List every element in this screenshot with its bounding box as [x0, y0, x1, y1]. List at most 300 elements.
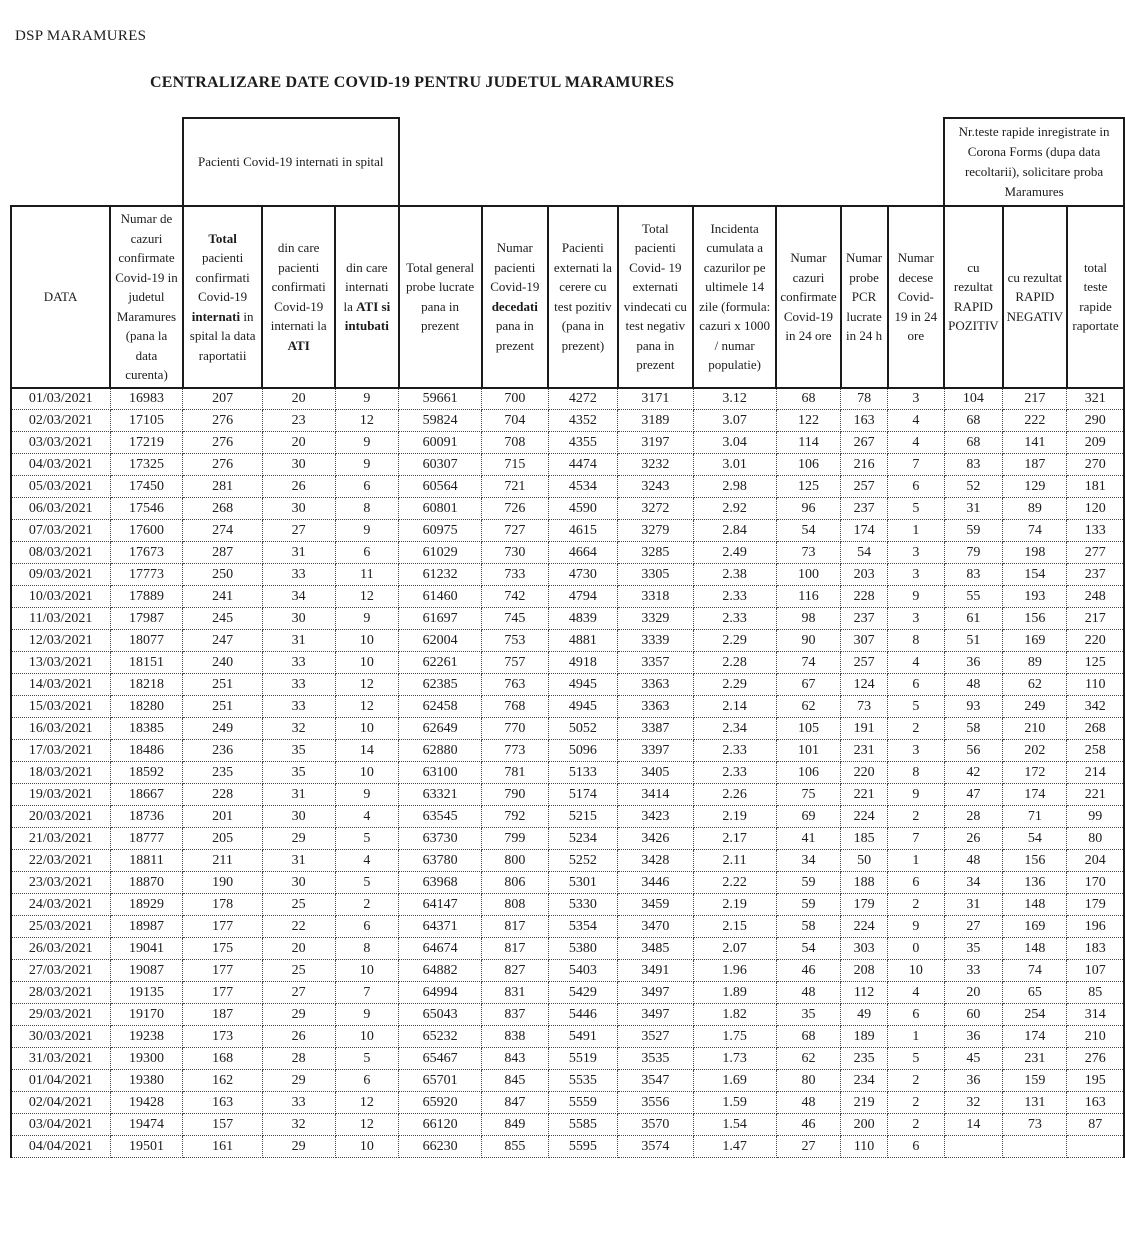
table-cell: 17450 — [110, 476, 183, 498]
table-cell: 29 — [262, 1136, 335, 1158]
table-cell: 22/03/2021 — [11, 850, 110, 872]
table-cell: 268 — [183, 498, 262, 520]
table-cell: 110 — [841, 1136, 888, 1158]
table-cell: 742 — [482, 586, 549, 608]
column-header: cu rezultat RAPID NEGATIV — [1003, 206, 1067, 388]
table-cell: 110 — [1067, 674, 1124, 696]
column-group-header: Nr.teste rapide inregistrate in Corona Forms (dupa data recoltarii), solicitare proba Maramures — [944, 118, 1124, 206]
table-cell: 116 — [776, 586, 840, 608]
table-row — [11, 1026, 1124, 1048]
table-cell: 174 — [841, 520, 888, 542]
table-cell: 6 — [335, 542, 399, 564]
table-cell: 64371 — [399, 916, 482, 938]
table-cell: 276 — [183, 410, 262, 432]
table-cell: 168 — [183, 1048, 262, 1070]
table-cell: 63100 — [399, 762, 482, 784]
table-cell: 5 — [335, 1048, 399, 1070]
table-cell: 74 — [1003, 520, 1067, 542]
table-cell: 64674 — [399, 938, 482, 960]
table-cell: 66120 — [399, 1114, 482, 1136]
table-cell: 268 — [1067, 718, 1124, 740]
table-cell: 2.15 — [693, 916, 776, 938]
table-cell: 210 — [1003, 718, 1067, 740]
table-cell: 5 — [335, 828, 399, 850]
table-cell: 708 — [482, 432, 549, 454]
column-header: Numar cazuri confirmate Covid-19 in 24 ore — [776, 206, 840, 388]
column-header: total teste rapide raportate — [1067, 206, 1124, 388]
table-cell: 3497 — [618, 982, 693, 1004]
table-cell: 257 — [841, 652, 888, 674]
table-cell: 03/04/2021 — [11, 1114, 110, 1136]
table-cell: 3397 — [618, 740, 693, 762]
table-cell: 808 — [482, 894, 549, 916]
table-cell: 20/03/2021 — [11, 806, 110, 828]
table-cell: 18811 — [110, 850, 183, 872]
table-cell: 1.73 — [693, 1048, 776, 1070]
table-cell: 27 — [262, 982, 335, 1004]
table-row — [11, 1048, 1124, 1070]
table-cell: 28 — [944, 806, 1003, 828]
table-cell: 45 — [944, 1048, 1003, 1070]
table-cell: 1.96 — [693, 960, 776, 982]
table-cell: 87 — [1067, 1114, 1124, 1136]
table-cell: 2.29 — [693, 630, 776, 652]
table-cell: 114 — [776, 432, 840, 454]
table-cell: 198 — [1003, 542, 1067, 564]
table-cell: 4 — [335, 850, 399, 872]
table-cell: 231 — [841, 740, 888, 762]
table-cell: 14/03/2021 — [11, 674, 110, 696]
table-cell: 849 — [482, 1114, 549, 1136]
table-cell: 2.92 — [693, 498, 776, 520]
table-cell: 2.28 — [693, 652, 776, 674]
table-cell: 157 — [183, 1114, 262, 1136]
table-cell: 216 — [841, 454, 888, 476]
table-cell: 79 — [944, 542, 1003, 564]
table-cell: 5429 — [548, 982, 618, 1004]
table-cell: 19300 — [110, 1048, 183, 1070]
table-cell: 6 — [888, 476, 945, 498]
table-cell: 3197 — [618, 432, 693, 454]
table-cell: 2.07 — [693, 938, 776, 960]
table-cell: 2.98 — [693, 476, 776, 498]
table-cell: 136 — [1003, 872, 1067, 894]
table-cell: 1 — [888, 1026, 945, 1048]
table-row — [11, 828, 1124, 850]
table-cell: 3485 — [618, 938, 693, 960]
column-header: DATA — [11, 206, 110, 388]
table-cell: 65467 — [399, 1048, 482, 1070]
table-cell: 8 — [888, 762, 945, 784]
table-cell: 80 — [1067, 828, 1124, 850]
table-cell: 29 — [262, 1004, 335, 1026]
table-cell: 18736 — [110, 806, 183, 828]
table-cell: 5595 — [548, 1136, 618, 1158]
table-cell: 3527 — [618, 1026, 693, 1048]
table-cell: 3459 — [618, 894, 693, 916]
table-cell: 187 — [1003, 454, 1067, 476]
table-cell: 183 — [1067, 938, 1124, 960]
table-cell: 4839 — [548, 608, 618, 630]
table-cell: 35 — [776, 1004, 840, 1026]
table-cell: 217 — [1003, 388, 1067, 410]
table-cell: 2.17 — [693, 828, 776, 850]
table-cell: 09/03/2021 — [11, 564, 110, 586]
table-cell: 205 — [183, 828, 262, 850]
table-cell: 208 — [841, 960, 888, 982]
table-row — [11, 608, 1124, 630]
table-cell: 58 — [776, 916, 840, 938]
table-cell: 2.34 — [693, 718, 776, 740]
table-cell: 3363 — [618, 674, 693, 696]
table-cell: 48 — [944, 674, 1003, 696]
table-cell: 174 — [1003, 784, 1067, 806]
table-cell: 65043 — [399, 1004, 482, 1026]
table-row — [11, 894, 1124, 916]
table-cell — [1003, 1136, 1067, 1158]
table-cell: 200 — [841, 1114, 888, 1136]
table-row — [11, 806, 1124, 828]
table-cell: 31/03/2021 — [11, 1048, 110, 1070]
table-cell: 83 — [944, 454, 1003, 476]
table-cell: 62649 — [399, 718, 482, 740]
table-cell: 78 — [841, 388, 888, 410]
table-cell: 32 — [944, 1092, 1003, 1114]
table-cell: 59824 — [399, 410, 482, 432]
table-cell: 63730 — [399, 828, 482, 850]
table-cell: 209 — [1067, 432, 1124, 454]
table-row — [11, 652, 1124, 674]
table-cell: 204 — [1067, 850, 1124, 872]
table-cell: 125 — [776, 476, 840, 498]
table-cell: 17600 — [110, 520, 183, 542]
table-cell: 178 — [183, 894, 262, 916]
table-cell: 23 — [262, 410, 335, 432]
table-cell: 195 — [1067, 1070, 1124, 1092]
table-cell: 59661 — [399, 388, 482, 410]
table-cell: 161 — [183, 1136, 262, 1158]
table-cell: 68 — [776, 1026, 840, 1048]
table-cell: 276 — [1067, 1048, 1124, 1070]
table-cell: 5 — [335, 872, 399, 894]
table-cell: 60307 — [399, 454, 482, 476]
table-cell: 65920 — [399, 1092, 482, 1114]
table-cell: 101 — [776, 740, 840, 762]
column-header: Total general probe lucrate pana in prezent — [399, 206, 482, 388]
table-cell: 781 — [482, 762, 549, 784]
table-cell: 6 — [335, 476, 399, 498]
table-cell: 31 — [262, 630, 335, 652]
table-cell: 3272 — [618, 498, 693, 520]
table-cell: 4794 — [548, 586, 618, 608]
table-cell: 13/03/2021 — [11, 652, 110, 674]
table-cell: 25/03/2021 — [11, 916, 110, 938]
table-cell: 5234 — [548, 828, 618, 850]
table-cell: 187 — [183, 1004, 262, 1026]
table-cell: 5403 — [548, 960, 618, 982]
table-cell: 42 — [944, 762, 1003, 784]
table-cell: 48 — [776, 982, 840, 1004]
table-cell: 33 — [262, 652, 335, 674]
table-cell: 64147 — [399, 894, 482, 916]
covid-data-table — [10, 117, 1125, 1158]
table-cell: 05/03/2021 — [11, 476, 110, 498]
table-cell: 51 — [944, 630, 1003, 652]
table-row — [11, 784, 1124, 806]
table-cell: 248 — [1067, 586, 1124, 608]
table-cell: 18/03/2021 — [11, 762, 110, 784]
table-cell: 4881 — [548, 630, 618, 652]
table-cell: 35 — [262, 740, 335, 762]
table-cell: 753 — [482, 630, 549, 652]
table-row — [11, 1070, 1124, 1092]
table-cell: 3189 — [618, 410, 693, 432]
table-cell: 62 — [1003, 674, 1067, 696]
table-cell: 2.14 — [693, 696, 776, 718]
table-cell: 50 — [841, 850, 888, 872]
table-cell: 1.54 — [693, 1114, 776, 1136]
table-cell: 763 — [482, 674, 549, 696]
table-cell: 74 — [776, 652, 840, 674]
table-cell: 191 — [841, 718, 888, 740]
table-cell: 16/03/2021 — [11, 718, 110, 740]
table-cell: 2.22 — [693, 872, 776, 894]
table-cell: 220 — [1067, 630, 1124, 652]
table-cell: 250 — [183, 564, 262, 586]
table-cell: 19087 — [110, 960, 183, 982]
table-row — [11, 476, 1124, 498]
org-name: DSP MARAMURES — [15, 28, 147, 44]
table-cell: 19/03/2021 — [11, 784, 110, 806]
table-cell: 221 — [841, 784, 888, 806]
table-cell: 62385 — [399, 674, 482, 696]
table-cell: 321 — [1067, 388, 1124, 410]
table-cell: 240 — [183, 652, 262, 674]
table-cell: 4355 — [548, 432, 618, 454]
table-cell: 806 — [482, 872, 549, 894]
table-cell: 12 — [335, 1092, 399, 1114]
table-cell: 33 — [262, 1092, 335, 1114]
table-cell: 6 — [888, 1004, 945, 1026]
table-cell: 5252 — [548, 850, 618, 872]
table-cell: 36 — [944, 1070, 1003, 1092]
table-cell: 163 — [841, 410, 888, 432]
table-cell: 28 — [262, 1048, 335, 1070]
table-cell: 2 — [888, 718, 945, 740]
table-cell: 162 — [183, 1070, 262, 1092]
table-cell: 46 — [776, 1114, 840, 1136]
table-cell: 62880 — [399, 740, 482, 762]
table-cell: 2.29 — [693, 674, 776, 696]
table-cell: 715 — [482, 454, 549, 476]
table-cell: 9 — [335, 388, 399, 410]
table-cell: 3318 — [618, 586, 693, 608]
table-cell: 33 — [262, 696, 335, 718]
table-cell: 19135 — [110, 982, 183, 1004]
table-cell: 31 — [944, 894, 1003, 916]
table-cell: 16983 — [110, 388, 183, 410]
table-cell: 21/03/2021 — [11, 828, 110, 850]
table-cell: 98 — [776, 608, 840, 630]
table-cell: 847 — [482, 1092, 549, 1114]
table-cell: 222 — [1003, 410, 1067, 432]
table-cell: 3 — [888, 388, 945, 410]
table-cell: 12/03/2021 — [11, 630, 110, 652]
table-cell: 3547 — [618, 1070, 693, 1092]
table-cell: 4664 — [548, 542, 618, 564]
table-cell: 18929 — [110, 894, 183, 916]
table-cell: 177 — [183, 916, 262, 938]
table-cell: 156 — [1003, 850, 1067, 872]
table-cell: 234 — [841, 1070, 888, 1092]
table-cell: 18077 — [110, 630, 183, 652]
table-row — [11, 564, 1124, 586]
table-cell: 30 — [262, 872, 335, 894]
table-cell: 179 — [1067, 894, 1124, 916]
table-row — [11, 542, 1124, 564]
table-row — [11, 410, 1124, 432]
table-cell: 773 — [482, 740, 549, 762]
table-cell: 34 — [262, 586, 335, 608]
table-cell: 17987 — [110, 608, 183, 630]
table-row — [11, 498, 1124, 520]
table-cell: 04/03/2021 — [11, 454, 110, 476]
table-cell: 800 — [482, 850, 549, 872]
table-cell: 277 — [1067, 542, 1124, 564]
table-cell: 27 — [776, 1136, 840, 1158]
table-cell: 54 — [1003, 828, 1067, 850]
table-cell: 704 — [482, 410, 549, 432]
table-cell: 2 — [888, 894, 945, 916]
table-cell: 2 — [888, 1070, 945, 1092]
table-cell: 163 — [183, 1092, 262, 1114]
table-row — [11, 740, 1124, 762]
table-cell: 1.69 — [693, 1070, 776, 1092]
table-cell: 837 — [482, 1004, 549, 1026]
table-cell: 65701 — [399, 1070, 482, 1092]
table-cell: 47 — [944, 784, 1003, 806]
table-cell: 177 — [183, 960, 262, 982]
table-cell: 9 — [335, 784, 399, 806]
table-cell: 46 — [776, 960, 840, 982]
table-cell: 4590 — [548, 498, 618, 520]
table-cell: 1.75 — [693, 1026, 776, 1048]
table-cell: 169 — [1003, 630, 1067, 652]
table-cell: 258 — [1067, 740, 1124, 762]
table-cell: 68 — [944, 410, 1003, 432]
table-cell: 3 — [888, 740, 945, 762]
table-cell: 35 — [944, 938, 1003, 960]
page-title: CENTRALIZARE DATE COVID-19 PENTRU JUDETUL MARAMURES — [150, 74, 675, 91]
table-cell: 241 — [183, 586, 262, 608]
table-cell: 62261 — [399, 652, 482, 674]
table-cell: 36 — [944, 1026, 1003, 1048]
table-cell: 3.01 — [693, 454, 776, 476]
table-cell: 2.84 — [693, 520, 776, 542]
table-cell: 1.59 — [693, 1092, 776, 1114]
table-cell: 19238 — [110, 1026, 183, 1048]
table-cell: 3491 — [618, 960, 693, 982]
table-cell: 125 — [1067, 652, 1124, 674]
table-cell: 237 — [1067, 564, 1124, 586]
table-cell: 4918 — [548, 652, 618, 674]
table-cell: 221 — [1067, 784, 1124, 806]
table-cell: 3426 — [618, 828, 693, 850]
table-cell: 106 — [776, 762, 840, 784]
table-cell: 29 — [262, 828, 335, 850]
table-cell: 6 — [888, 1136, 945, 1158]
table-cell: 700 — [482, 388, 549, 410]
table-cell: 4272 — [548, 388, 618, 410]
table-cell: 20 — [262, 432, 335, 454]
table-cell: 2.33 — [693, 740, 776, 762]
table-cell: 30 — [262, 498, 335, 520]
table-cell: 4945 — [548, 696, 618, 718]
table-cell: 10 — [888, 960, 945, 982]
table-cell: 89 — [1003, 652, 1067, 674]
table-cell: 12 — [335, 1114, 399, 1136]
table-cell: 89 — [1003, 498, 1067, 520]
table-cell: 4 — [888, 410, 945, 432]
table-cell: 247 — [183, 630, 262, 652]
table-cell: 203 — [841, 564, 888, 586]
table-cell: 2 — [335, 894, 399, 916]
table-cell: 64994 — [399, 982, 482, 1004]
table-cell: 768 — [482, 696, 549, 718]
table-cell: 112 — [841, 982, 888, 1004]
table-cell: 9 — [888, 586, 945, 608]
table-cell: 12 — [335, 674, 399, 696]
table-cell: 63545 — [399, 806, 482, 828]
table-cell: 30 — [262, 806, 335, 828]
table-cell: 3.07 — [693, 410, 776, 432]
table-cell: 22 — [262, 916, 335, 938]
table-cell: 36 — [944, 652, 1003, 674]
table-cell: 270 — [1067, 454, 1124, 476]
table-cell: 8 — [888, 630, 945, 652]
table-cell: 18667 — [110, 784, 183, 806]
table-cell: 196 — [1067, 916, 1124, 938]
table-cell: 5052 — [548, 718, 618, 740]
table-head — [11, 118, 1124, 388]
table-cell: 3.04 — [693, 432, 776, 454]
table-cell: 2.11 — [693, 850, 776, 872]
table-cell: 11/03/2021 — [11, 608, 110, 630]
table-cell: 245 — [183, 608, 262, 630]
table-cell: 3357 — [618, 652, 693, 674]
table-cell: 73 — [776, 542, 840, 564]
table-cell: 3 — [888, 542, 945, 564]
table-cell: 66230 — [399, 1136, 482, 1158]
table-cell: 177 — [183, 982, 262, 1004]
table-cell: 129 — [1003, 476, 1067, 498]
table-cell: 217 — [1067, 608, 1124, 630]
table-cell: 5096 — [548, 740, 618, 762]
table-cell: 73 — [841, 696, 888, 718]
table-cell: 9 — [335, 608, 399, 630]
table-cell: 251 — [183, 674, 262, 696]
table-cell: 80 — [776, 1070, 840, 1092]
table-cell: 827 — [482, 960, 549, 982]
table-cell: 721 — [482, 476, 549, 498]
table-cell: 19501 — [110, 1136, 183, 1158]
table-cell: 106 — [776, 454, 840, 476]
table-cell: 5330 — [548, 894, 618, 916]
table-cell: 3446 — [618, 872, 693, 894]
table-cell: 207 — [183, 388, 262, 410]
table-cell: 19380 — [110, 1070, 183, 1092]
table-cell: 58 — [944, 718, 1003, 740]
